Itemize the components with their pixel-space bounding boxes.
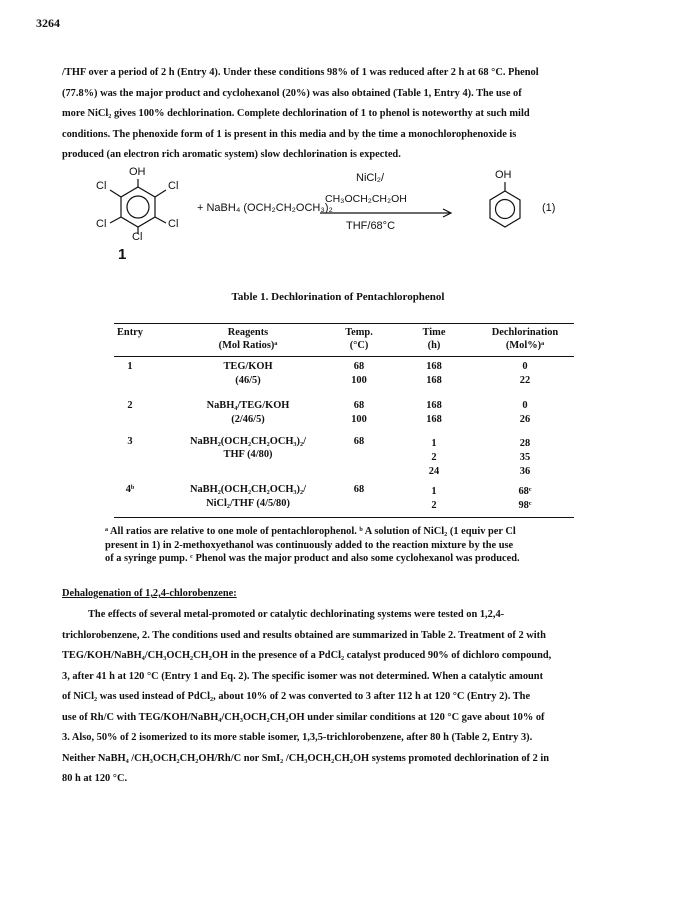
- text-line: use of Rh/C with TEG/KOH/NaBH₄/CH₃OCH₂CH₂OH under similar conditions at 120 °C gave about 10% of: [62, 711, 545, 723]
- text-line: 3. Also, 50% of 2 isomerized to its more stable isomer, 1,3,5-trichlorobenzene, after 80 h (Table 2, Entry 3).: [62, 732, 533, 743]
- table-cell: 28: [519, 438, 531, 449]
- conditions-label: THF/68°C: [346, 220, 396, 232]
- benzene-ring-right: [490, 191, 520, 227]
- page-number: 3264: [36, 16, 60, 30]
- benzene-ring-left: [121, 187, 155, 227]
- table-cell: 0: [522, 400, 528, 411]
- table-cell: 24: [428, 466, 440, 477]
- footnote-line: of a syringe pump. ᶜ Phenol was the major product and also some cyclohexanol was produced.: [105, 553, 520, 564]
- table-caption: Table 1. Dechlorination of Pentachlorophenol: [231, 291, 445, 303]
- table-footnote: [105, 525, 585, 566]
- cl-label: Cl: [96, 218, 107, 230]
- footnote-line: ᵃ All ratios are relative to one mole of pentachlorophenol. ᵇ A solution of NiCl₂ (1 equiv per Cl: [105, 526, 516, 537]
- text-line: 80 h at 120 °C.: [62, 773, 128, 784]
- table-cell: 3: [127, 436, 133, 447]
- text-line: produced (an electron rich aromatic system) slow dechlorination is expected.: [62, 149, 401, 160]
- table-cell: 22: [519, 375, 531, 386]
- table-header-rule: [114, 356, 574, 357]
- solvent-label: CH₃OCH₂CH₂OH: [325, 193, 407, 205]
- table-cell: 68ᶜ: [518, 486, 532, 497]
- table-cell: 68: [353, 436, 365, 447]
- text-line: /THF over a period of 2 h (Entry 4). Under these conditions 98% of 1 was reduced after 2 h at 68 °C. Phenol: [62, 67, 539, 78]
- table-bottom-rule: [114, 517, 574, 518]
- header-cell: Time: [422, 327, 446, 338]
- text-line: TEG/KOH/NaBH₄/CH₃OCH₂CH₂OH in the presence of a PdCl₂ catalyst produced 90% of dichloro compound,: [62, 650, 552, 661]
- table-cell: (46/5): [235, 375, 261, 386]
- text-line: more NiCl₂ gives 100% dechlorination. Complete dechlorination of 1 to phenol is noteworthy at such mild: [62, 108, 530, 119]
- text-line: Neither NaBH₄ /CH₃OCH₂CH₂OH/Rh/C nor SmI₂ /CH₃OCH₂CH₂OH systems promoted dechlorination of 2 in: [62, 752, 550, 764]
- table-cell: 68: [353, 361, 365, 372]
- cl-label: Cl: [168, 218, 179, 230]
- text-line: trichlorobenzene, 2. The conditions used and results obtained are summarized in Table 2. Treatment of 2 with: [62, 629, 546, 641]
- table-cell: 168: [426, 400, 442, 411]
- table-cell: 2: [127, 400, 133, 411]
- table-cell: 168: [426, 414, 442, 425]
- table-cell: 168: [426, 361, 442, 372]
- oh-label: OH: [129, 166, 146, 178]
- table-top-rule: [114, 323, 574, 324]
- table-cell: 68: [353, 484, 365, 495]
- table-cell: 2: [431, 500, 437, 511]
- cl-label: Cl: [132, 231, 143, 243]
- table-cell: 2: [431, 452, 437, 463]
- reagent-label: + NaBH₄ (OCH₂CH₂OCH₃)₂: [197, 202, 333, 214]
- table-cell: 100: [351, 414, 367, 425]
- table-cell: NiCl₂/THF (4/5/80): [206, 498, 290, 509]
- header-cell: Temp.: [345, 327, 373, 338]
- text-line: (77.8%) was the major product and cyclohexanol (20%) was also obtained (Table 1, Entry 4). The use of: [62, 87, 522, 99]
- table-cell: 100: [351, 375, 367, 386]
- table-cell: 36: [519, 466, 531, 477]
- table-cell: 168: [426, 375, 442, 386]
- cl-label: Cl: [96, 180, 107, 192]
- table-cell: THF (4/80): [223, 449, 273, 460]
- header-cell: Dechlorination: [491, 327, 559, 338]
- header-cell: (h): [427, 340, 441, 351]
- header-cell: Reagents: [227, 327, 269, 338]
- table-cell: TEG/KOH: [223, 361, 273, 372]
- aromatic-circle-right: [496, 200, 515, 219]
- text-line: of NiCl₂ was used instead of PdCl₂, about 10% of 2 was converted to 3 after 112 h at 120 °C (Entry 2). The: [62, 691, 531, 702]
- table-cell: NaBH₂(OCH₂CH₂OCH₃)₂/: [189, 436, 307, 447]
- section-heading: Dehalogenation of 1,2,4-chlorobenzene:: [62, 588, 237, 599]
- header-cell: (Mol Ratios)ᵃ: [218, 340, 278, 351]
- bond-cl-top-right: [155, 190, 166, 197]
- bond-cl-bottom-left: [110, 217, 121, 223]
- intro-paragraph: [62, 63, 618, 166]
- reaction-scheme: [62, 168, 622, 268]
- header-cell: (Mol%)ᵃ: [505, 340, 545, 351]
- oh-label: OH: [495, 169, 512, 181]
- body-paragraph: [62, 605, 618, 790]
- cl-label: Cl: [168, 180, 179, 192]
- table-cell: 26: [519, 414, 531, 425]
- aromatic-circle-left: [127, 196, 149, 218]
- bond-cl-top-left: [110, 190, 121, 197]
- catalyst-label: NiCl₂/: [356, 172, 385, 184]
- bond-cl-bottom-right: [155, 217, 166, 223]
- table-cell: 1: [127, 361, 133, 372]
- compound-number: 1: [118, 246, 127, 263]
- table-cell: 98ᶜ: [518, 500, 532, 511]
- table-cell: NaBH₂(OCH₂CH₂OCH₃)₂/: [189, 484, 307, 495]
- text-line: 3, after 41 h at 120 °C (Entry 1 and Eq. 2). The specific isomer was not determined. When a catalytic amount: [62, 670, 544, 682]
- text-line: The effects of several metal-promoted or catalytic dechlorinating systems were tested on 1,2,4-: [88, 609, 505, 620]
- table-cell: (2/46/5): [231, 414, 265, 425]
- text-line: conditions. The phenoxide form of 1 is present in this media and by the time a monochlorophenoxide is: [62, 128, 517, 140]
- table-cell: 1: [431, 438, 437, 449]
- header-cell: (°C): [349, 340, 369, 351]
- scheme-drawing: [62, 168, 622, 268]
- table-cell: 1: [431, 486, 437, 497]
- footnote-line: present in 1) in 2-methoxyethanol was continuously added to the reaction mixture by the use: [105, 539, 514, 551]
- header-cell: Entry: [117, 327, 143, 338]
- table-cell: 68: [353, 400, 365, 411]
- table-cell: 4ᵇ: [125, 484, 135, 495]
- equation-number: (1): [542, 202, 556, 214]
- table-cell: NaBH₄/TEG/KOH: [206, 400, 290, 411]
- table-cell: 35: [519, 452, 531, 463]
- table-cell: 0: [522, 361, 528, 372]
